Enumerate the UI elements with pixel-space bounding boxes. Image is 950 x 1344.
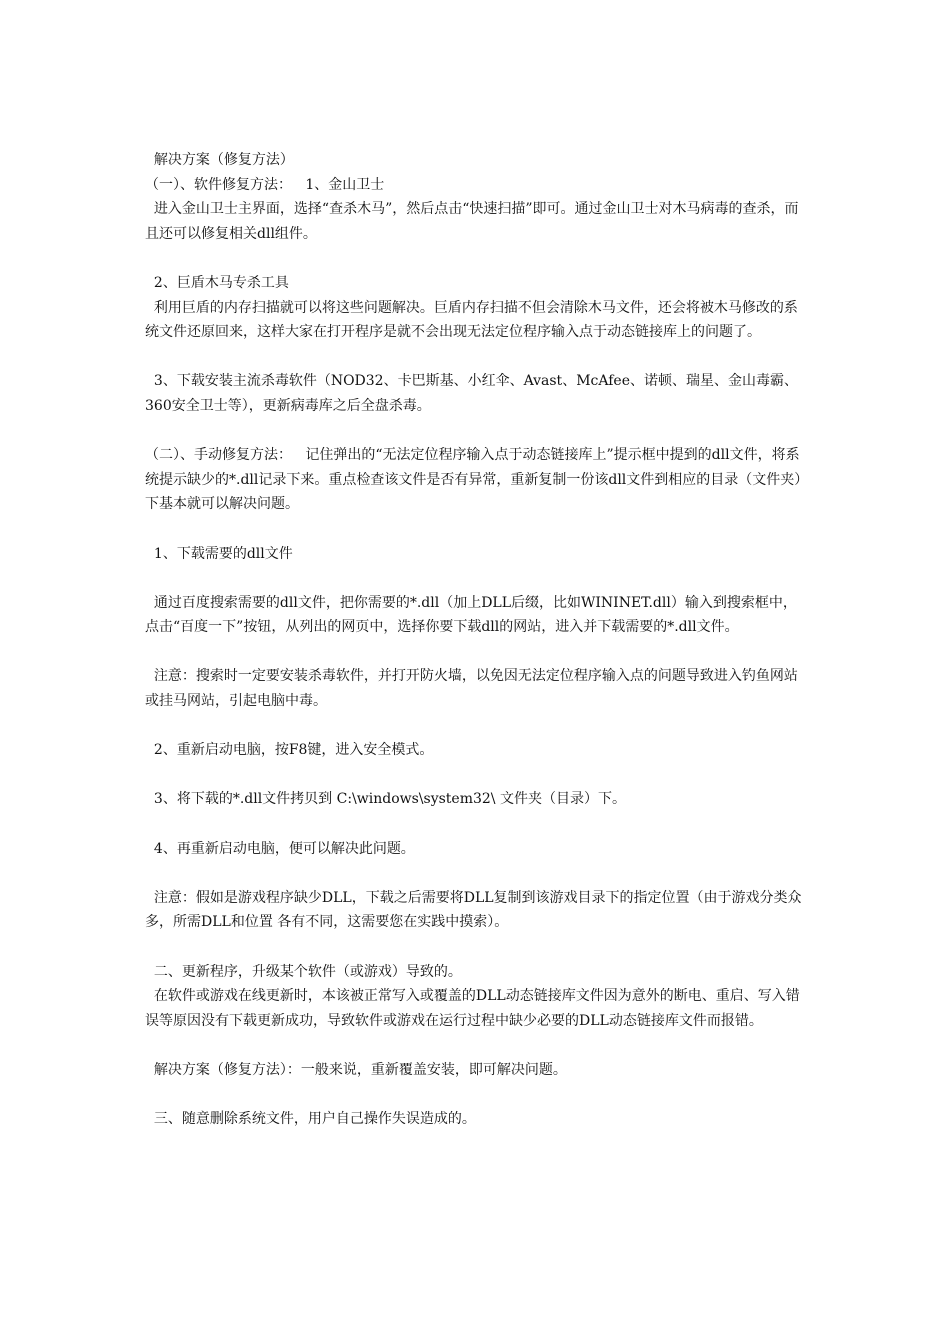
paragraph-section-three-heading: 三、随意删除系统文件，用户自己操作失误造成的。 — [145, 1111, 476, 1128]
paragraph-restart: 4、再重新启动电脑，便可以解决此问题。 — [145, 840, 415, 857]
blank-line — [145, 566, 805, 591]
paragraph-update-cause: 在软件或游戏在线更新时，本该被正常写入或覆盖的DLL动态链接库文件因为意外的断电、重启、写入错误等原因没有下载更新成功，导致软件或游戏在运行过程中缺少必要的DLL动态链接库文件而报错。 — [145, 988, 800, 1029]
blank-line — [145, 419, 805, 444]
paragraph-safe-mode: 2、重新启动电脑，按F8键，进入安全模式。 — [145, 742, 434, 759]
blank-line — [145, 861, 805, 886]
blank-line — [145, 640, 805, 665]
blank-line — [145, 812, 805, 837]
paragraph-reinstall-solution: 解决方案（修复方法）：一般来说，重新覆盖安装，即可解决问题。 — [145, 1061, 567, 1078]
blank-line — [145, 1083, 805, 1108]
paragraph-judun-heading: 2、巨盾木马专杀工具 — [145, 274, 289, 291]
blank-line — [145, 345, 805, 370]
paragraph-kingsoft-steps: 进入金山卫士主界面，选择“查杀木马”，然后点击“快速扫描”即可。通过金山卫士对木马病毒的查杀，而且还可以修复相关dll组件。 — [145, 201, 799, 242]
paragraph-note-game: 注意：假如是游戏程序缺少DLL，下载之后需要将DLL复制到该游戏目录下的指定位置（由于游戏分类众多，所需DLL和位置 各有不同，这需要您在实践中摸索）。 — [145, 889, 802, 931]
paragraph-note-antivirus: 注意：搜索时一定要安装杀毒软件，并打开防火墙，以免因无法定位程序输入点的问题导致进入钓鱼网站或挂马网站，引起电脑中毒。 — [145, 668, 798, 710]
document-body — [145, 148, 805, 1132]
paragraph-section-two-heading: 二、更新程序，升级某个软件（或游戏）导致的。 — [145, 963, 462, 980]
blank-line — [145, 935, 805, 960]
blank-line — [145, 246, 805, 271]
paragraph-download-dll-heading: 1、下载需要的dll文件 — [145, 545, 293, 562]
blank-line — [145, 763, 805, 788]
paragraph-antivirus: 3、下载安装主流杀毒软件（NOD32、卡巴斯基、小红伞、Avast、McAfee、诺顿、瑞星、金山毒霸、360安全卫士等），更新病毒库之后全盘杀毒。 — [145, 373, 798, 414]
paragraph-manual-fix: （二）、手动修复方法： 记住弹出的“无法定位程序输入点于动态链接库上”提示框中提到的dll文件，将系统提示缺少的*.dll记录下来。重点检查该文件是否有异常，重新复制一份该dll文件到相应的目录（文件夹）下基本就可以解决问题。 — [145, 447, 802, 513]
blank-line — [145, 714, 805, 739]
blank-line — [145, 1033, 805, 1058]
paragraph-solution-heading: 解决方案（修复方法） — [145, 152, 294, 168]
blank-line — [145, 517, 805, 542]
paragraph-judun-steps: 利用巨盾的内存扫描就可以将这些问题解决。巨盾内存扫描不但会清除木马文件，还会将被木马修改的系统文件还原回来，这样大家在打开程序是就不会出现无法定位程序输入点于动态链接库上的问题了。 — [145, 299, 798, 341]
paragraph-baidu-search: 通过百度搜索需要的dll文件，把你需要的*.dll（加上DLL后缀，比如WININET.dll）输入到搜索框中，点击“百度一下”按钮，从列出的网页中，选择你要下载dll的网站，进入并下载需要的*.dll文件。 — [145, 594, 797, 636]
paragraph-software-fix: （一）、软件修复方法： 1、金山卫士 — [145, 176, 385, 193]
paragraph-copy-dll: 3、将下载的*.dll文件拷贝到 C:\windows\system32\ 文件夹（目录）下。 — [145, 791, 626, 808]
